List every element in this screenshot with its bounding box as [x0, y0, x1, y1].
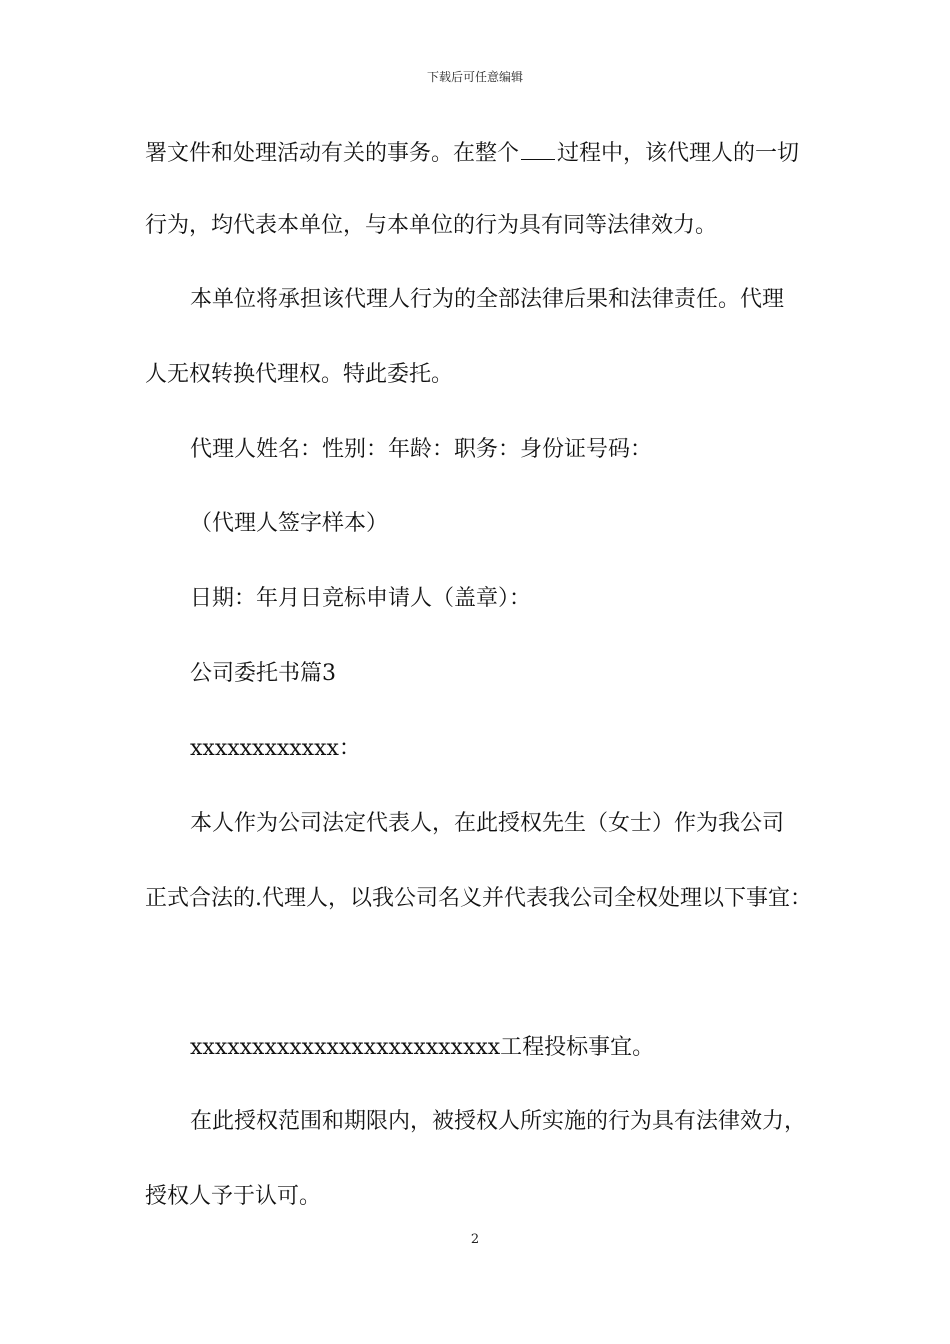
agent-info-line: 代理人姓名：性别：年龄：职务：身份证号码： — [190, 437, 653, 462]
addressee-line: xxxxxxxxxxxx： — [190, 736, 361, 761]
page-number: 2 — [470, 1232, 480, 1247]
signature-sample-line: （代理人签字样本） — [190, 511, 389, 536]
paragraph-line-4: 人无权转换代理权。特此委托。 — [145, 362, 454, 387]
page-header: 下载后可任意编辑 — [426, 70, 523, 84]
paragraph-line-2: 行为，均代表本单位，与本单位的行为具有同等法律效力。 — [145, 213, 718, 238]
paragraph-line-1 — [145, 137, 799, 169]
paragraph-line-14: 授权人予于认可。 — [145, 1184, 322, 1209]
project-line: xxxxxxxxxxxxxxxxxxxxxxxxx工程投标事宜。 — [190, 1035, 655, 1060]
paragraph-line-3: 本单位将承担该代理人行为的全部法律后果和法律责任。代理 — [190, 287, 785, 312]
text-segment: 过程中，该代理人的一切 — [557, 141, 800, 166]
paragraph-line-10: 本人作为公司法定代表人，在此授权先生（女士）作为我公司 — [190, 811, 785, 836]
fill-in-blank — [521, 137, 555, 160]
date-stamp-line: 日期：年月日竞标申请人（盖章）： — [190, 586, 532, 611]
text-segment: 署文件和处理活动有关的事务。在整个 — [145, 141, 520, 166]
paragraph-line-11: 正式合法的.代理人，以我公司名义并代表我公司全权处理以下事宜： — [145, 886, 812, 911]
section-title: 公司委托书篇3 — [190, 661, 336, 686]
paragraph-line-13: 在此授权范围和期限内，被授权人所实施的行为具有法律效力， — [190, 1109, 807, 1134]
